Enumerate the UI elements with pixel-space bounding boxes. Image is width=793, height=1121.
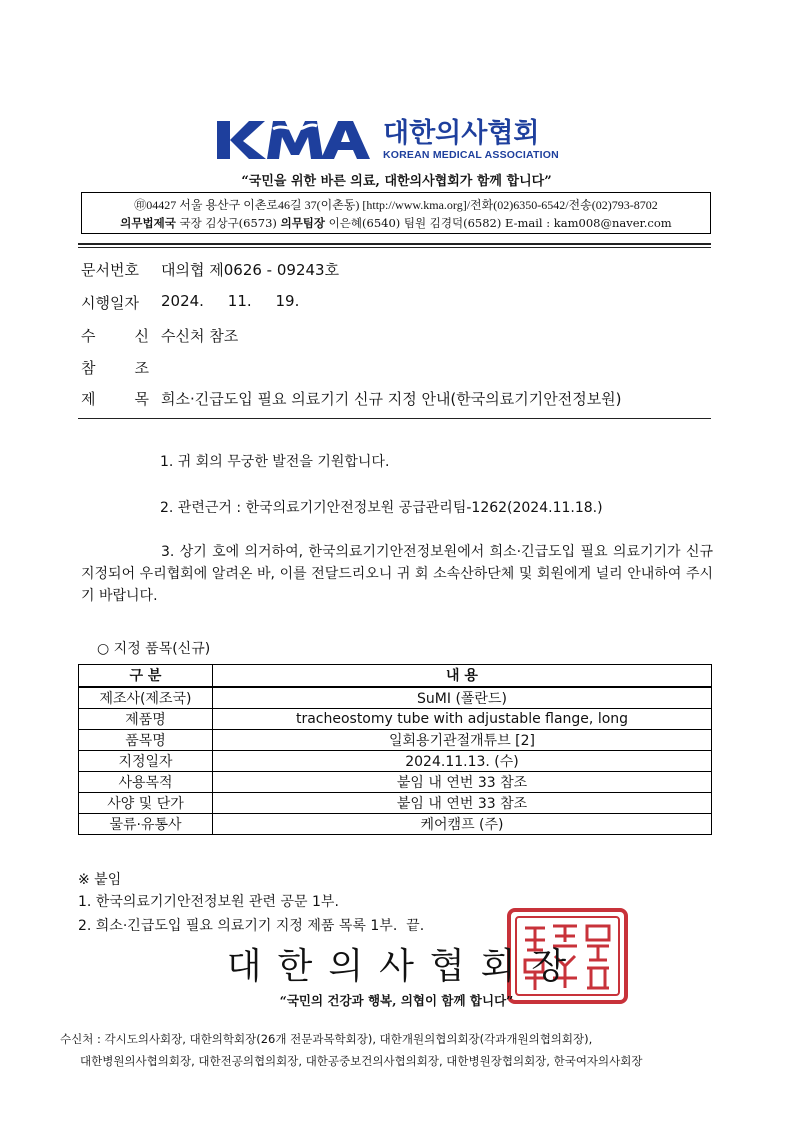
contact-staff <box>82 214 710 232</box>
kma-logo-icon <box>217 119 377 161</box>
subject-row <box>81 388 622 409</box>
subject-label-1: 제 <box>81 390 96 408</box>
doc-number: 대의협 제0626 - 09243호 <box>161 261 340 279</box>
subject-label <box>81 388 161 409</box>
signoff-title: 대한의사협회장 <box>226 946 583 987</box>
date-row <box>81 292 299 313</box>
table-row <box>79 687 712 709</box>
recipient-label-2: 신 <box>134 327 149 345</box>
cc-label-2: 조 <box>134 359 149 377</box>
paragraph-2: 2. 관련근거 : 한국의료기기안전정보원 공급관리팀-1262(2024.11.18.) <box>160 500 603 516</box>
recipient-label-1: 수 <box>81 327 96 345</box>
team-label: 의무팀장 <box>280 216 326 230</box>
org-name-english: KOREAN MEDICAL ASSOCIATION <box>383 149 559 161</box>
cc-label <box>81 357 161 378</box>
table-cell-value: 붙임 내 연번 33 참조 <box>213 771 712 792</box>
kma-logo-block <box>217 116 559 164</box>
table-row <box>79 750 712 771</box>
table-header-row <box>79 665 712 687</box>
dept-label: 의무법제국 <box>120 216 176 230</box>
contact-address: ㊞04427 서울 용산구 이촌로46길 37(이촌동) [http://www.kma.org]/전화(02)6350-6542/전송(02)793-8702 <box>134 198 658 212</box>
org-name-block <box>383 119 559 161</box>
attachment-1: 1. 한국의료기기안전정보원 관련 공문 1부. <box>78 894 339 910</box>
table-cell-value: 붙임 내 연번 33 참조 <box>213 792 712 813</box>
table-cell-label: 사용목적 <box>79 771 213 792</box>
attachment-2: 2. 희소·긴급도입 필요 의료기기 지정 제품 목록 1부. 끝. <box>78 918 425 934</box>
date-label: 시행일자 <box>81 294 139 312</box>
dept-staff: 국장 김상구(6573) <box>175 216 281 230</box>
table-cell-label: 지정일자 <box>79 750 213 771</box>
table-header-category: 구 분 <box>79 665 213 687</box>
table-row <box>79 708 712 729</box>
table-cell-label: 물류·유통사 <box>79 813 213 834</box>
table-cell-label: 제품명 <box>79 708 213 729</box>
table-row <box>79 813 712 834</box>
recipient-label <box>81 325 161 346</box>
table-cell-value: SuMI (폴란드) <box>213 687 712 709</box>
cc-row <box>81 357 161 378</box>
header-divider <box>78 243 711 248</box>
table-row <box>79 729 712 750</box>
header-slogan: “국민을 위한 바른 의료, 대한의사협회가 함께 합니다” <box>241 174 552 189</box>
paragraph-3: 3. 상기 호에 의거하여, 한국의료기기안전정보원에서 희소·긴급도입 필요 의료기기가 신규 지정되어 우리협회에 알려온 바, 이를 전달드리오니 귀 회 소속산하단체 및 회원에게 널리 안내하여 주시기 바랍니다. <box>81 544 713 604</box>
designated-items-table <box>78 664 712 835</box>
org-name-korean: 대한의사협회 <box>383 118 540 149</box>
recipients-line-2: 대한병원의사협의회장, 대한전공의협의회장, 대한공중보건의사협의회장, 대한병원장협의회장, 한국여자의사회장 <box>80 1054 643 1068</box>
footer-slogan: “국민의 건강과 행복, 의협이 함께 합니다” <box>279 993 514 1008</box>
recipient-row <box>81 325 238 346</box>
table-row <box>79 771 712 792</box>
cc-label-1: 참 <box>81 359 96 377</box>
paragraph-1: 1. 귀 회의 무궁한 발전을 기원합니다. <box>160 454 390 470</box>
subject: 희소·긴급도입 필요 의료기기 신규 지정 안내(한국의료기기안전정보원) <box>161 390 622 408</box>
attachments-heading: ※ 붙임 <box>78 872 122 888</box>
table-header-content: 내 용 <box>213 665 712 687</box>
recipients-list <box>60 1028 642 1072</box>
table-cell-label: 사양 및 단가 <box>79 792 213 813</box>
team-staff: 이은혜(6540) 팀원 김경덕(6582) E-mail : kam008@naver.com <box>325 216 672 230</box>
table-cell-value: 일회용기관절개튜브 [2] <box>213 729 712 750</box>
doc-number-row <box>81 259 339 280</box>
table-row <box>79 792 712 813</box>
recipient: 수신처 참조 <box>161 327 239 345</box>
recipients-line-1: 수신처 : 각시도의사회장, 대한의학회장(26개 전문과목학회장), 대한개원의협의회장(각과개원의협의회장), <box>60 1032 593 1046</box>
table-cell-value: tracheostomy tube with adjustable flange, long <box>213 708 712 729</box>
section-heading: ○ 지정 품목(신규) <box>97 641 211 657</box>
issue-date: 2024. 11. 19. <box>161 292 300 310</box>
table-cell-value: 2024.11.13. (수) <box>213 750 712 771</box>
contact-box <box>81 192 711 234</box>
table-cell-value: 케어캠프 (주) <box>213 813 712 834</box>
table-cell-label: 품목명 <box>79 729 213 750</box>
doc-number-label: 문서번호 <box>81 261 139 279</box>
subject-label-2: 목 <box>134 390 149 408</box>
table-cell-label: 제조사(제조국) <box>79 687 213 709</box>
subject-divider <box>78 418 711 419</box>
